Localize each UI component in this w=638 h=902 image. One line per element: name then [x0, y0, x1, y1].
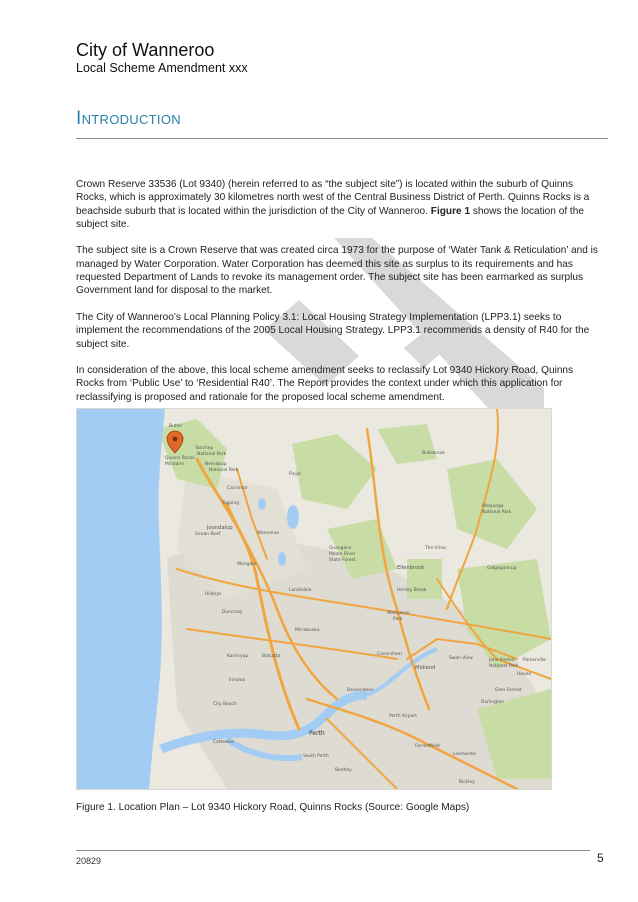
paragraph-1-part-a: Crown Reserve 33536 (Lot 9340) (herein referred to as “the subject site”) is located within the suburb of Quinns Rocks, which is approximately 30 kilometres north west of the Central Business District of Perth. Quinns Rocks is a beachside suburb that is located within the jurisdiction of the City of Wanneroo.	[76, 179, 590, 217]
paragraph-4: In consideration of the above, this local scheme amendment seeks to reclassify Lot 9340 Hickory Road, Quinns Rocks from ‘Public Use’ to ‘Residential R40’. The Report provides the context under which this application for reclassifying is proposed and rationale for the proposed local scheme amendment.	[76, 365, 574, 403]
map-label: Butler	[169, 424, 183, 429]
map-label: Parkerville	[523, 658, 546, 663]
paragraph-3: The City of Wanneroo’s Local Planning Policy 3.1: Local Housing Strategy Implementation (LPP3.1) seeks to implement the recommendations of the 2005 Local Housing Strategy. LPP3.1 recommends a density of R40 for the subject site.	[76, 311, 590, 350]
map-label: Bickley	[459, 780, 475, 785]
map-label: Bullsbrook	[422, 451, 445, 456]
map-label: Gnangara-	[329, 546, 353, 551]
map-label: Wanneroo	[257, 531, 280, 536]
footer-document-number: 20829	[76, 856, 102, 866]
map-label: Cottesloe	[213, 740, 234, 745]
document-subtitle: Local Scheme Amendment xxx	[76, 61, 248, 75]
map-label: Pinjar	[289, 472, 302, 477]
map-label: Forrestfield	[415, 744, 440, 749]
map-graphic	[77, 409, 551, 789]
map-label: Tapping	[222, 501, 240, 506]
section-heading: Introduction	[76, 108, 181, 129]
map-label: Joondalup	[207, 525, 233, 531]
map-label: John Forrest	[489, 658, 516, 663]
map-label: Mindarie	[165, 462, 184, 467]
paragraph-1-part-b: shows the location of the subject site.	[76, 205, 584, 230]
map-label: Ocean Reef	[195, 532, 221, 537]
map-label: National Park	[209, 468, 239, 473]
map-label: Walyunga	[482, 504, 504, 509]
map-label: National Park	[489, 664, 519, 669]
map-label: The Vines	[425, 546, 447, 551]
map-label: Swan View	[449, 656, 473, 661]
map-label: Moore River	[329, 552, 356, 557]
map-label: Park	[393, 617, 403, 622]
body-text	[76, 178, 601, 417]
map-label: Balcatta	[262, 654, 281, 659]
map-label: Midland	[415, 665, 436, 671]
map-label: National Park	[482, 510, 512, 515]
map-label: Lesmurdie	[453, 752, 476, 757]
map-label: Perth Airport	[389, 714, 417, 719]
location-map	[76, 408, 552, 790]
map-label: Innaloo	[229, 678, 246, 683]
figure-1-reference: Figure 1	[430, 205, 471, 217]
map-label: City Beach	[213, 702, 237, 707]
map-label: Caversham	[377, 652, 402, 657]
heading-divider	[76, 138, 608, 139]
map-label: Bentley	[335, 768, 352, 773]
map-label: Karrinyup	[227, 654, 249, 659]
map-label: Hovea	[517, 672, 531, 677]
map-label: South Perth	[303, 754, 329, 759]
map-label: Neerabup	[205, 462, 227, 467]
map-label: Landsdale	[289, 588, 312, 593]
map-label: Hillarys	[205, 592, 222, 597]
document-title: City of Wanneroo	[76, 40, 215, 60]
map-label: Yanchep	[195, 446, 214, 451]
map-label: Ellenbrook	[397, 565, 425, 571]
map-label: Henley Brook	[397, 588, 427, 593]
map-label: Gidgegannup	[487, 566, 517, 571]
map-label: Perth	[309, 730, 325, 737]
map-label: State Forest	[329, 558, 356, 563]
map-label: Bassendean	[347, 688, 374, 693]
map-label: Darlington	[481, 700, 505, 705]
map-label: Glen Forrest	[495, 688, 522, 693]
footer-page-number: 5	[597, 851, 604, 865]
map-label: Whiteman	[387, 611, 410, 616]
map-label: Carramar	[227, 486, 248, 491]
map-label: National Park	[197, 452, 227, 457]
footer-divider	[76, 850, 590, 851]
figure-caption: Figure 1. Location Plan – Lot 9340 Hickory Road, Quinns Rocks (Source: Google Maps)	[76, 802, 470, 813]
map-label: Quinns Rocks	[165, 456, 195, 461]
map-label: Duncraig	[222, 610, 242, 615]
map-label: Mirrabooka	[295, 628, 320, 633]
map-label: Wangara	[237, 562, 257, 567]
paragraph-2: The subject site is a Crown Reserve that was created circa 1973 for the purpose of ‘Water Tank & Reticulation’ and is managed by Water Corporation. Water Corporation has deemed this site as surplus to its requirements and has requested Department of Lands to revoke its management order. The subject site has been earmarked as surplus Government land for disposal to the market.	[76, 245, 598, 297]
paragraph-1	[76, 178, 601, 231]
